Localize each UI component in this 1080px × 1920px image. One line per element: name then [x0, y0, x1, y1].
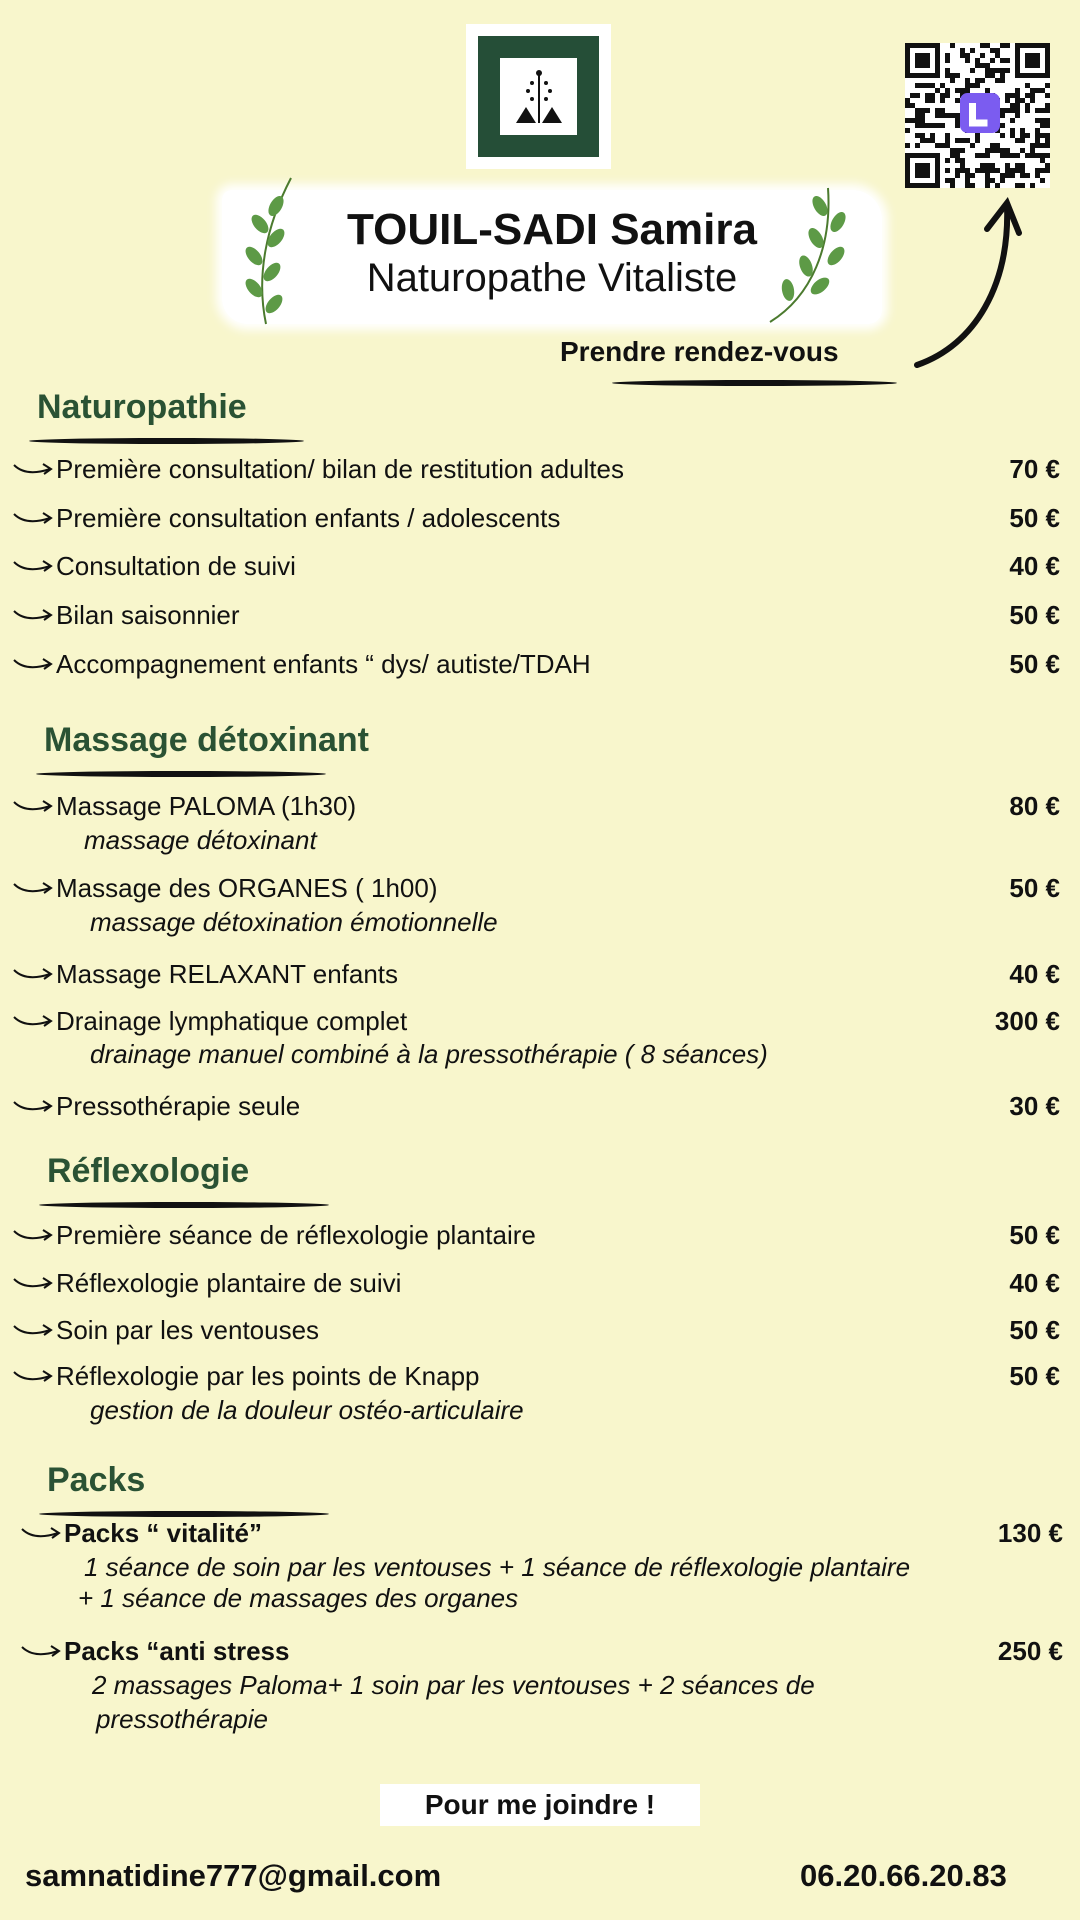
- list-item: [18, 1516, 1063, 1550]
- list-item: [10, 501, 1060, 535]
- service-name: Accompagnement enfants “ dys/ autiste/TDAH: [56, 648, 591, 679]
- list-item: [10, 871, 1060, 905]
- list-item: [10, 452, 1060, 486]
- service-price: 130 €: [997, 1517, 1063, 1548]
- service-name: Pressothérapie seule: [56, 1090, 301, 1121]
- list-item: [10, 1359, 1060, 1393]
- curved-arrow-icon: [10, 964, 56, 984]
- list-item: [10, 549, 1060, 583]
- phone-link[interactable]: 06.20.66.20.83: [800, 1858, 1007, 1893]
- contact-heading: Pour me joindre !: [380, 1784, 700, 1826]
- service-description: + 1 séance de massages des organes: [78, 1583, 519, 1613]
- service-name: Packs “ vitalité”: [64, 1517, 262, 1548]
- service-name: Bilan saisonnier: [56, 599, 240, 630]
- curved-arrow-icon: [10, 796, 56, 816]
- curved-arrow-icon: [10, 1366, 56, 1386]
- service-price: 80 €: [1009, 790, 1060, 821]
- curved-arrow-icon: [10, 508, 56, 528]
- curved-arrow-icon: [10, 605, 56, 625]
- section-heading: Packs: [47, 1461, 146, 1499]
- list-item: [10, 1266, 1060, 1300]
- service-description: 2 massages Paloma+ 1 soin par les ventouses + 2 séances de: [92, 1670, 815, 1700]
- book-appointment-link[interactable]: Prendre rendez-vous: [560, 336, 839, 367]
- service-name: Réflexologie plantaire de suivi: [56, 1267, 402, 1298]
- service-price: 50 €: [1009, 1360, 1060, 1391]
- list-item: [10, 957, 1060, 991]
- service-price: 50 €: [1009, 1314, 1060, 1345]
- curved-arrow-icon: [10, 1011, 56, 1031]
- brush-underline: [612, 380, 897, 386]
- service-price: 40 €: [1009, 958, 1060, 989]
- brush-underline: [29, 438, 304, 444]
- service-price: 40 €: [1009, 1267, 1060, 1298]
- curved-arrow-icon: [10, 1096, 56, 1116]
- service-price: 250 €: [997, 1635, 1063, 1666]
- curved-arrow-icon: [10, 1273, 56, 1293]
- service-name: Packs “anti stress: [64, 1635, 290, 1666]
- service-price: 50 €: [1009, 502, 1060, 533]
- tree-logo-icon: [514, 67, 564, 127]
- service-name: Drainage lymphatique complet: [56, 1005, 408, 1036]
- service-description: gestion de la douleur ostéo-articulaire: [90, 1395, 524, 1425]
- service-description: pressothérapie: [96, 1704, 268, 1734]
- arrow-to-qr-icon: [905, 195, 1025, 375]
- logo: [466, 24, 611, 169]
- service-name: Massage PALOMA (1h30): [56, 790, 357, 821]
- service-name: Consultation de suivi: [56, 550, 296, 581]
- service-price: 50 €: [1009, 648, 1060, 679]
- curved-arrow-icon: [10, 654, 56, 674]
- curved-arrow-icon: [18, 1523, 64, 1543]
- section-heading: Naturopathie: [37, 388, 247, 426]
- curved-arrow-icon: [18, 1641, 64, 1661]
- curved-arrow-icon: [10, 556, 56, 576]
- list-item: [10, 1089, 1060, 1123]
- service-price: 50 €: [1009, 1219, 1060, 1250]
- list-item: [10, 1313, 1060, 1347]
- service-price: 30 €: [1009, 1090, 1060, 1121]
- service-name: Massage RELAXANT enfants: [56, 958, 399, 989]
- email-link[interactable]: samnatidine777@gmail.com: [25, 1858, 442, 1893]
- service-price: 70 €: [1009, 453, 1060, 484]
- service-name: Première séance de réflexologie plantaire: [56, 1219, 536, 1250]
- practitioner-title: Naturopathe Vitaliste: [366, 256, 738, 300]
- section-heading: Massage détoxinant: [44, 721, 369, 759]
- list-item: [10, 789, 1060, 823]
- service-price: 40 €: [1009, 550, 1060, 581]
- service-price: 50 €: [1009, 872, 1060, 903]
- list-item: [10, 1004, 1060, 1038]
- service-description: massage détoxinant: [84, 825, 317, 855]
- service-price: 50 €: [1009, 599, 1060, 630]
- brush-underline: [36, 771, 326, 777]
- list-item: [10, 598, 1060, 632]
- service-name: Soin par les ventouses: [56, 1314, 320, 1345]
- service-description: massage détoxination émotionnelle: [90, 907, 498, 937]
- service-name: Massage des ORGANES ( 1h00): [56, 872, 438, 903]
- curved-arrow-icon: [10, 459, 56, 479]
- curved-arrow-icon: [10, 878, 56, 898]
- curved-arrow-icon: [10, 1225, 56, 1245]
- service-name: Première consultation/ bilan de restitution adultes: [56, 453, 624, 484]
- practitioner-name: TOUIL-SADI Samira: [347, 205, 757, 254]
- curved-arrow-icon: [10, 1320, 56, 1340]
- list-item: [10, 1218, 1060, 1252]
- booking-qr-code[interactable]: [905, 43, 1050, 188]
- service-description: 1 séance de soin par les ventouses + 1 séance de réflexologie plantaire: [84, 1552, 911, 1582]
- section-heading: Réflexologie: [47, 1152, 250, 1190]
- service-name: Réflexologie par les points de Knapp: [56, 1360, 480, 1391]
- brush-underline: [39, 1202, 329, 1208]
- list-item: [18, 1634, 1063, 1668]
- service-price: 300 €: [994, 1005, 1060, 1036]
- list-item: [10, 647, 1060, 681]
- service-description: drainage manuel combiné à la pressothérapie ( 8 séances): [90, 1039, 768, 1069]
- service-name: Première consultation enfants / adolescents: [56, 502, 561, 533]
